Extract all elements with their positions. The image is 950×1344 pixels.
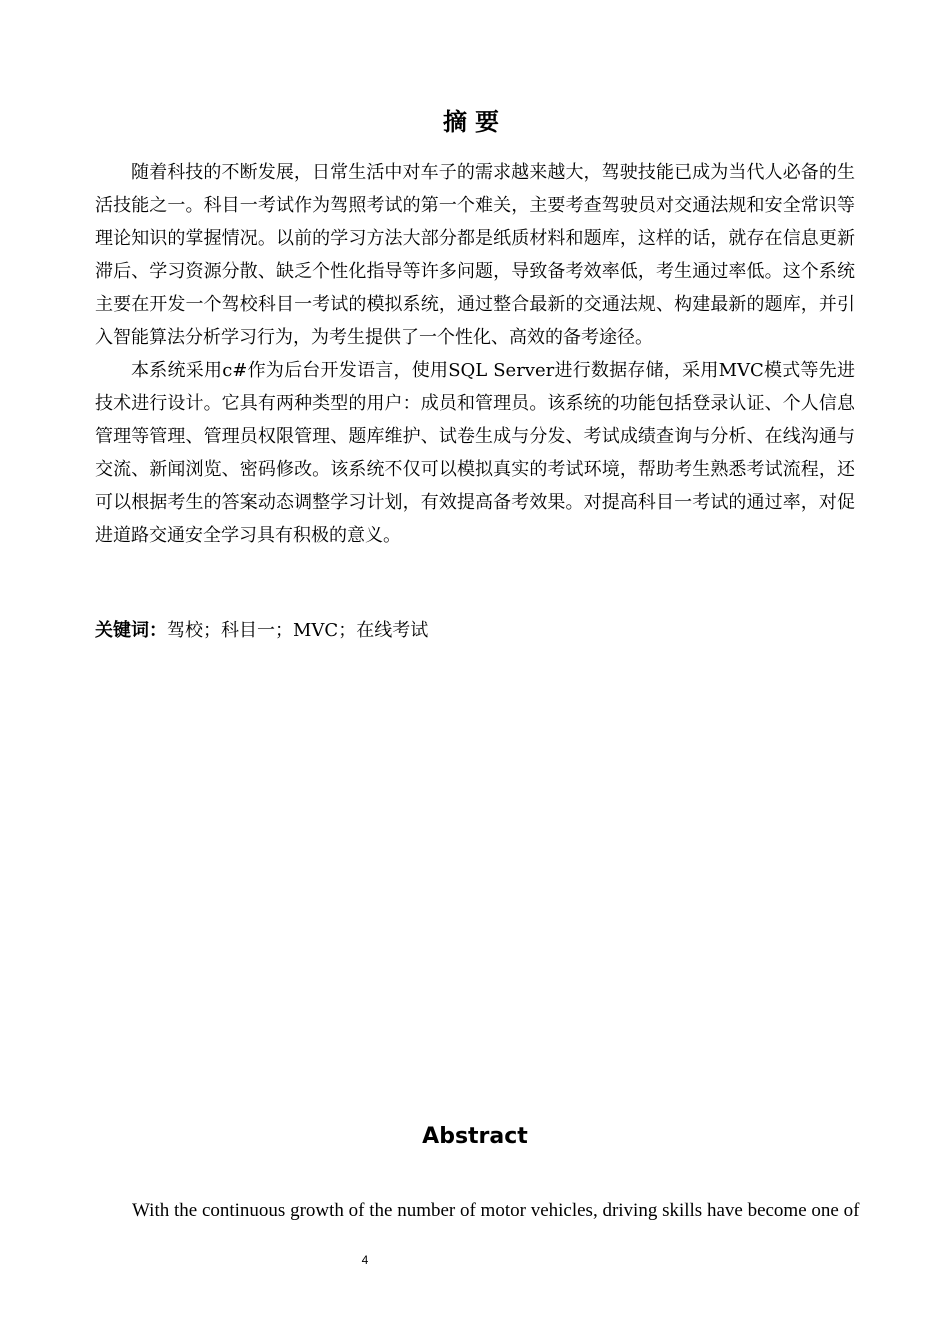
keywords-value: 驾校；科目一；MVC；在线考试 [167, 620, 429, 641]
page-number: 4 [361, 1253, 369, 1267]
abstract-cn-paragraph-1: 随着科技的不断发展，日常生活中对车子的需求越来越大，驾驶技能已成为当代人必备的生活技能之一。科目一考试作为驾照考试的第一个难关，主要考查驾驶员对交通法规和安全常识等理论知识的掌握情况。以前的学习方法大部分都是纸质材料和题库，这样的话，就存在信息更新滞后、学习资源分散、缺乏个性化指导等许多问题，导致备考效率低，考生通过率低。这个系统主要在开发一个驾校科目一考试的模拟系统，通过整合最新的交通法规、构建最新的题库，并引入智能算法分析学习行为，为考生提供了一个性化、高效的备考途径。 [95, 162, 855, 348]
abstract-en-first-line: With the continuous growth of the number of motor vehicles, driving skills have become one of [132, 1200, 860, 1221]
abstract-cn-title: 摘要 [443, 108, 507, 136]
keywords-line [95, 616, 855, 646]
abstract-cn-body [95, 156, 855, 552]
keywords-label: 关键词： [95, 620, 167, 641]
abstract-en-title: Abstract [422, 1124, 528, 1149]
abstract-cn-paragraph-2: 本系统采用c#作为后台开发语言，使用SQL Server进行数据存储，采用MVC模式等先进技术进行设计。它具有两种类型的用户：成员和管理员。该系统的功能包括登录认证、个人信息管理等管理、管理员权限管理、题库维护、试卷生成与分发、考试成绩查询与分析、在线沟通与交流、新闻浏览、密码修改。该系统不仅可以模拟真实的考试环境，帮助考生熟悉考试流程，还可以根据考生的答案动态调整学习计划，有效提高备考效果。对提高科目一考试的通过率，对促进道路交通安全学习具有积极的意义。 [95, 360, 855, 546]
